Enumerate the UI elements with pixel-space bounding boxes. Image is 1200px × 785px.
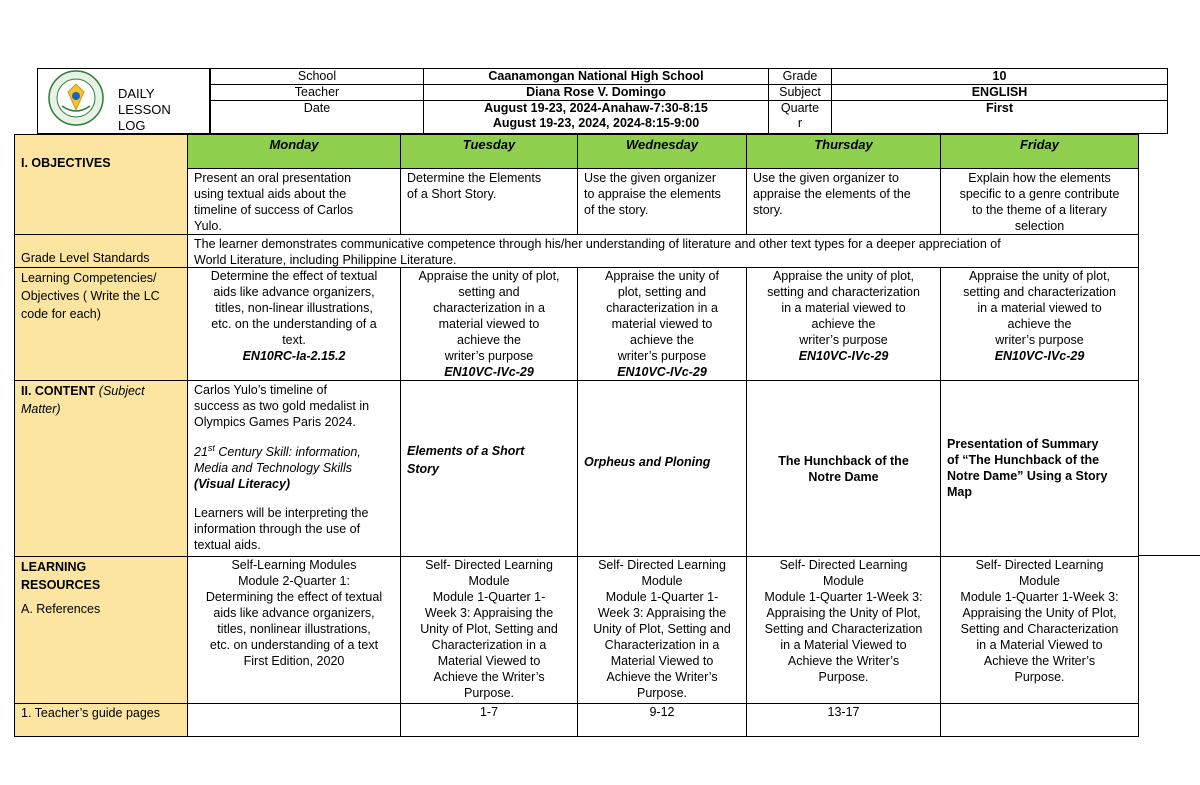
objective-monday: Present an oral presentation using textual aids about the timeline of success of Carlos Yulo. [187, 168, 401, 235]
day-header-monday: Monday [187, 134, 401, 169]
lc-code-tuesday: EN10VC-IVc-29 [444, 365, 534, 379]
competency-wednesday: Appraise the unity of plot, setting and characterization in a material viewed to achieve the writer’s purpose EN10VC-IVc-29 [577, 267, 747, 381]
teacher-label-cell: Teacher [210, 84, 424, 101]
daily-lesson-log-title: DAILY LESSON LOG [118, 86, 171, 133]
school-label-cell: School [210, 68, 424, 85]
day-header-wednesday: Wednesday [577, 134, 747, 169]
resources-thursday: Self- Directed Learning Module Module 1-Quarter 1-Week 3: Appraising the Unity of Plot, Setting and Characterization in a Material Viewed to Achieve the Writer’s Purpose. [746, 556, 941, 704]
competency-friday: Appraise the unity of plot, setting and characterization in a material viewed to achieve the writer’s purpose EN10VC-IVc-29 [940, 267, 1139, 381]
objective-friday: Explain how the elements specific to a genre contribute to the theme of a literary selection [940, 168, 1139, 235]
lc-code-monday: EN10RC-Ia-2.15.2 [242, 349, 346, 363]
objectives-label-cell: I. OBJECTIVES [14, 134, 188, 235]
resources-label-cell: LEARNING RESOURCES A. References [14, 556, 188, 704]
competency-tuesday: Appraise the unity of plot, setting and characterization in a material viewed to achieve the writer’s purpose EN10VC-IVc-29 [400, 267, 578, 381]
objective-wednesday: Use the given organizer to appraise the elements of the story. [577, 168, 747, 235]
quarter-label-cell: Quarte r [768, 100, 832, 134]
content-label-cell: II. CONTENT (Subject Matter) [14, 380, 188, 557]
resources-monday: Self-Learning Modules Module 2-Quarter 1: Determining the effect of textual aids like advance organizers, titles, nonlinear illustrations, etc. on understanding of a text First Edition, 2020 [187, 556, 401, 704]
content-thursday: The Hunchback of the Notre Dame [746, 380, 941, 557]
grade-value-cell: 10 [831, 68, 1168, 85]
quarter-value-cell: First [831, 100, 1168, 134]
subject-value-cell: ENGLISH [831, 84, 1168, 101]
stray-rule-line [1139, 555, 1200, 556]
guide-pages-tuesday: 1-7 [400, 703, 578, 737]
competency-monday: Determine the effect of textual aids like advance organizers, titles, non-linear illustrations, etc. on the understanding of a text. EN10RC-Ia-2.15.2 [187, 267, 401, 381]
content-friday: Presentation of Summary of “The Hunchback of the Notre Dame” Using a Story Map [940, 380, 1139, 557]
day-header-thursday: Thursday [746, 134, 941, 169]
standards-text-cell: The learner demonstrates communicative competence through his/her understanding of literature and other text types for a deeper appreciation of World Literature, including Philippine Literature. [187, 234, 1139, 268]
teacher-value-cell: Diana Rose V. Domingo [423, 84, 769, 101]
resources-friday: Self- Directed Learning Module Module 1-Quarter 1-Week 3: Appraising the Unity of Plot, Setting and Characterization in a Material Viewed to Achieve the Writer’s Purpose. [940, 556, 1139, 704]
guide-pages-thursday: 13-17 [746, 703, 941, 737]
guide-pages-wednesday: 9-12 [577, 703, 747, 737]
subject-label-cell: Subject [768, 84, 832, 101]
content-monday: Carlos Yulo’s timeline of success as two gold medalist in Olympics Games Paris 2024. 21st Century Skill: information, Media and Technology Skills (Visual Literacy) Learners will be interpreting the information through the use of textual aids. [187, 380, 401, 557]
grade-label-cell: Grade [768, 68, 832, 85]
guide-pages-label-cell: 1. Teacher’s guide pages [14, 703, 188, 737]
competency-thursday: Appraise the unity of plot, setting and characterization in a material viewed to achieve the writer’s purpose EN10VC-IVc-29 [746, 267, 941, 381]
standards-label-cell: Grade Level Standards [14, 234, 188, 268]
objective-tuesday: Determine the Elements of a Short Story. [400, 168, 578, 235]
lc-code-friday: EN10VC-IVc-29 [994, 349, 1085, 363]
resources-wednesday: Self- Directed Learning Module Module 1-Quarter 1- Week 3: Appraising the Unity of Plot, Setting and Characterization in a Material Viewed to Achieve the Writer’s Purpose. [577, 556, 747, 704]
date-value-cell: August 19-23, 2024-Anahaw-7:30-8:15 August 19-23, 2024, 2024-8:15-9:00 [423, 100, 769, 134]
content-tuesday: Elements of a Short Story [400, 380, 578, 557]
day-header-tuesday: Tuesday [400, 134, 578, 169]
school-value-cell: Caanamongan National High School [423, 68, 769, 85]
day-header-friday: Friday [940, 134, 1139, 169]
resources-tuesday: Self- Directed Learning Module Module 1-Quarter 1- Week 3: Appraising the Unity of Plot, Setting and Characterization in a Material Viewed to Achieve the Writer’s Purpose. [400, 556, 578, 704]
guide-pages-monday [187, 703, 401, 737]
lc-code-wednesday: EN10VC-IVc-29 [617, 365, 707, 379]
date-label-cell: Date [210, 100, 424, 134]
school-seal-logo [48, 70, 104, 126]
content-wednesday: Orpheus and Ploning [577, 380, 747, 557]
guide-pages-friday [940, 703, 1139, 737]
lc-code-thursday: EN10VC-IVc-29 [798, 349, 889, 363]
competencies-label-cell: Learning Competencies/ Objectives ( Write the LC code for each) [14, 267, 188, 381]
objective-thursday: Use the given organizer to appraise the elements of the story. [746, 168, 941, 235]
